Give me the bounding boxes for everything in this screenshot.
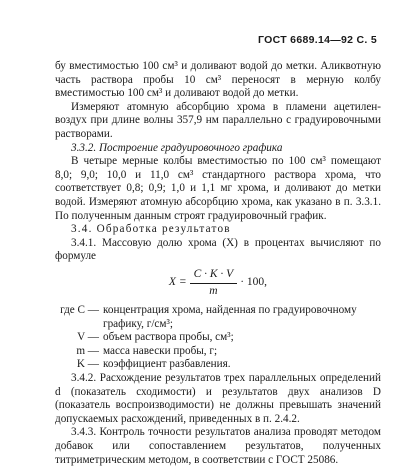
definition-row xyxy=(55,318,381,332)
definition-symbol: где C — xyxy=(60,304,99,317)
definition-symbol: V — xyxy=(77,331,99,344)
paragraph-continuation: бу вместимостью 100 см³ и доливают водой до метки. Аликвотную часть раствора пробы 10 см³ переносят в мерную колбу вместимостью 100 см³ и доливают водой до метки. xyxy=(55,60,381,100)
section-title-3-4: 3.4. Обработка результатов xyxy=(71,223,231,236)
definition-text: объем раствора пробы, см³; xyxy=(103,331,234,344)
definition-text: коэффициент разбавления. xyxy=(103,358,231,371)
definitions-list xyxy=(55,304,381,372)
page-header: ГОСТ 6689.14—92 С. 5 xyxy=(258,34,377,46)
formula-numerator: C · K · V xyxy=(190,268,238,284)
definition-symbol: m — xyxy=(76,344,99,357)
formula-rhs: · 100, xyxy=(240,276,268,289)
definition-symbol: K — xyxy=(76,358,99,371)
definition-symbol xyxy=(55,318,103,332)
definition-text: масса навески пробы, г; xyxy=(103,344,218,357)
chromium-formula xyxy=(55,268,381,298)
definition-row xyxy=(55,345,381,359)
definition-row xyxy=(55,358,381,372)
formula-denominator: m xyxy=(209,284,218,297)
paragraph-3-4-1: 3.4.1. Массовую долю хрома (X) в процентах вычисляют по формуле xyxy=(55,236,381,263)
paragraph-calibration: В четыре мерные колбы вместимостью по 100 см³ помещают 8,0; 9,0; 10,0 и 11,0 см³ стандартного раствора хрома, что соответствует 0,8; 0,9; 1,0 и 1,1 мг хрома, и доливают до метки водой. Измеряют атомную абсорбцию хрома, как указано в п. 3.3.1. По полученным данным строят градуировочный график. xyxy=(55,155,381,222)
definition-row xyxy=(55,304,381,318)
definition-text: концентрация хрома, найденная по градуировочному xyxy=(103,304,357,317)
formula-lhs: X = xyxy=(168,276,187,289)
definition-text: графику, г/см³; xyxy=(103,317,173,330)
definition-row xyxy=(55,331,381,345)
paragraph-3-4-2: 3.4.2. Расхождение результатов трех параллельных определений d (показатель сходимости) и результатов двух анализов D (показатель воспроизводимости) не должны превышать значений допускаемых расхождений, приведенных в п. 2.4.2. xyxy=(55,372,381,425)
page-content xyxy=(55,60,381,467)
paragraph-measurement: Измеряют атомную абсорбцию хрома в пламени ацетилен-воздух при длине волны 357,9 нм параллельно с градуировочными растворами. xyxy=(55,100,381,140)
paragraph-3-4-3: 3.4.3. Контроль точности результатов анализа проводят методом добавок или сопоставлением результатов, полученных титриметрическим методом, в соответствии с ГОСТ 25086. xyxy=(55,426,381,466)
section-title-3-3-2: 3.3.2. Построение градуировочного графика xyxy=(71,141,283,154)
formula-fraction xyxy=(190,268,238,298)
